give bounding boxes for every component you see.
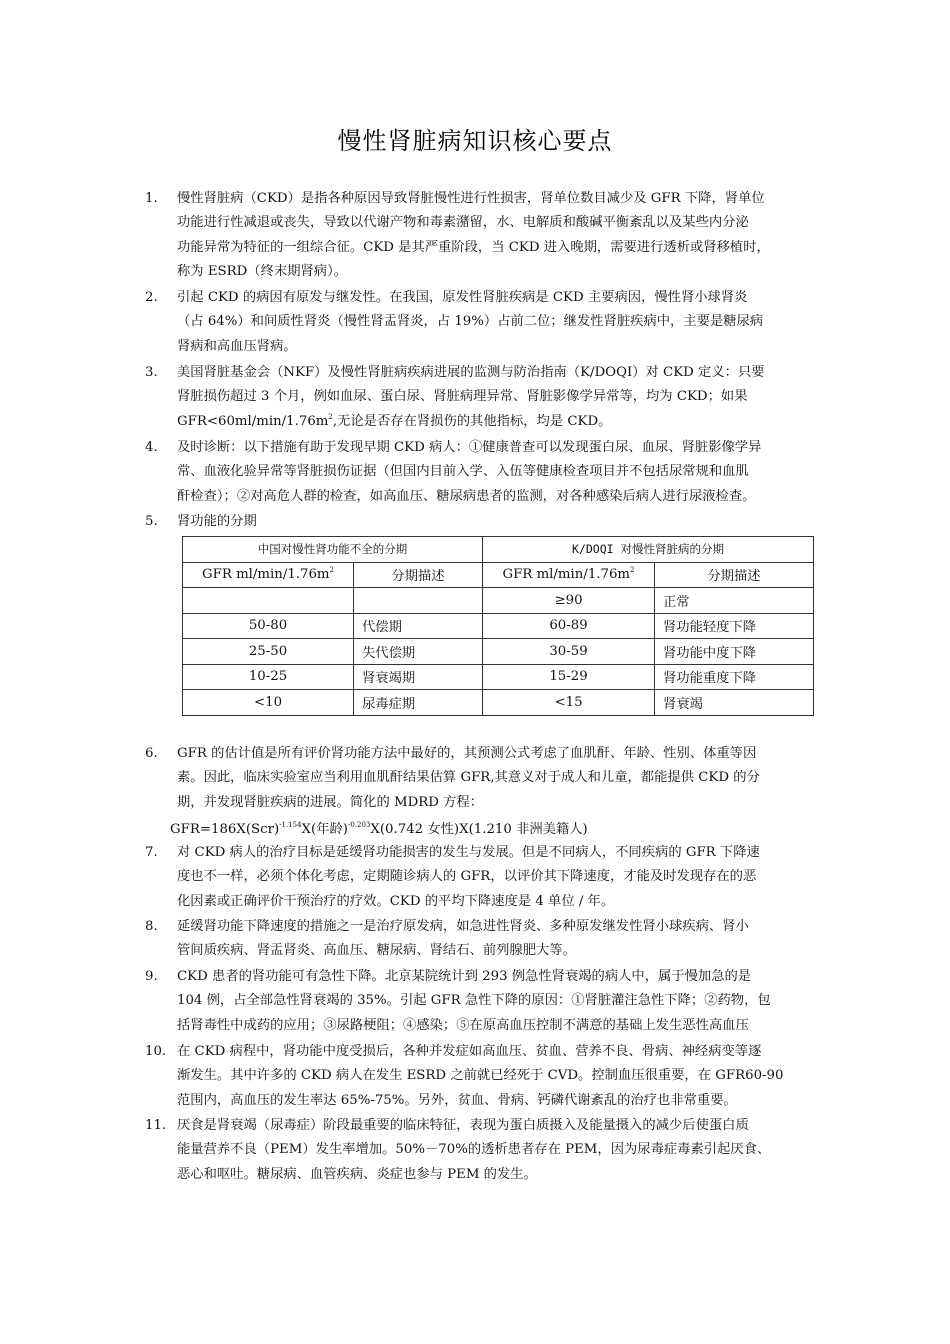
list-item — [145, 965, 810, 1038]
item-text-line: 度也不一样，必须个体化考虑，定期随诊病人的 GFR，以评价其下降速度，才能及时发现存在的恶 — [177, 869, 757, 885]
item-text-line: GFR 的估计值是所有评价肾功能方法中最好的，其预测公式考虑了血肌酐、年龄、性别、体重等因 — [177, 746, 757, 761]
table-row — [183, 690, 814, 716]
item-text-line: 期，并发现肾脏疾病的进展。简化的 MDRD 方程： — [177, 794, 484, 810]
item-text-line: $GFR<60ml/\min/1.76m^2$,无论是否存在肾损伤的其他指标，均是 CKD。 — [177, 412, 612, 429]
item-text-line: 化因素或正确评价干预治疗的疗效。CKD 的平均下降速度是 4 单位 / 年。 — [177, 893, 615, 909]
cell-cn-desc: 肾衰竭期 — [354, 664, 483, 690]
cell-k-gfr: 30-59 — [483, 639, 655, 665]
item-number: 3. — [145, 365, 158, 380]
item-number: 4. — [145, 440, 158, 455]
col-header-gfr: GFR $ml/\min/1.76m^2$ — [483, 562, 655, 588]
table-header-row — [183, 537, 814, 563]
table-row — [183, 639, 814, 665]
item-number: 2. — [145, 290, 158, 305]
kidney-staging-table — [182, 536, 814, 716]
table-row — [183, 588, 814, 614]
item-number: 7. — [145, 845, 158, 860]
item-text-line: CKD 患者的肾功能可有急性下降。北京某院统计到 293 例急性肾衰竭的病人中，属于慢加急的是 — [177, 969, 752, 984]
table-row — [183, 664, 814, 690]
col-header-desc: 分期描述 — [655, 562, 814, 588]
item-text-line: 括肾毒性中成药的应用；③尿路梗阻；④感染；⑤在原高血压控制不满意的基础上发生恶性高血压 — [177, 1017, 749, 1033]
item-text-line: 范围内，高血压的发生率达 65%-75%。另外，贫血、骨病、钙磷代谢紊乱的治疗也非常重要。 — [177, 1092, 737, 1108]
cell-k-gfr: <15 — [483, 690, 655, 716]
cell-k-gfr: 60-89 — [483, 613, 655, 639]
list-item — [145, 1114, 810, 1187]
mdrd-formula: GFR=186X(Scr)$^{-1.154}$X(年龄)$^{-0.203}$X(0.742 女性)X(1.210 非洲美籍人) — [170, 821, 588, 837]
cell-cn-gfr: 50-80 — [183, 613, 354, 639]
cell-cn-gfr: 10-25 — [183, 664, 354, 690]
item-text-line: 对 CKD 病人的治疗目标是延缓肾功能损害的发生与发展。但是不同病人，不同疾病的 GFR 下降速 — [177, 845, 760, 860]
list-item — [145, 742, 810, 815]
cell-k-gfr: 15-29 — [483, 664, 655, 690]
item-number: 5. — [145, 514, 158, 529]
cell-k-desc: 正常 — [655, 588, 814, 614]
cell-cn-gfr: 25-50 — [183, 639, 354, 665]
list-item — [145, 915, 810, 964]
cell-cn-desc: 尿毒症期 — [354, 690, 483, 716]
table-row — [183, 613, 814, 639]
list-item — [145, 286, 810, 359]
item-text-line: 常、血液化验异常等肾脏损伤证据（但国内目前入学、入伍等健康检查项目并不包括尿常规和血肌 — [177, 464, 749, 480]
item-text-line: 素。因此，临床实验室应当利用血肌酐结果估算 GFR,其意义对于成人和儿童，都能提供 CKD 的分 — [177, 770, 760, 786]
list-item — [145, 361, 810, 434]
cell-k-desc: 肾功能轻度下降 — [655, 613, 814, 639]
list-item — [145, 1040, 810, 1113]
item-text-line: 美国肾脏基金会（NKF）及慢性肾脏病疾病进展的监测与防治指南（K/DOQI）对 CKD 定义：只要 — [177, 365, 765, 380]
cell-k-desc: 肾功能中度下降 — [655, 639, 814, 665]
cell-cn-gfr: <10 — [183, 690, 354, 716]
item-text-line: 酐检查）；②对高危人群的检查，如高血压、糖尿病患者的监测，对各种感染后病人进行尿液检查。 — [177, 488, 756, 504]
item-text-line: 能量营养不良（PEM）发生率增加。50%－70%的透析患者存在 PEM，因为尿毒症毒素引起厌食、 — [177, 1142, 771, 1158]
item-text-line: 慢性肾脏病（CKD）是指各种原因导致肾脏慢性进行性损害，肾单位数目减少及 GFR 下降，肾单位 — [177, 191, 765, 206]
table-header-china: 中国对慢性肾功能不全的分期 — [183, 537, 483, 563]
item-number: 1. — [145, 191, 158, 206]
item-text-line: 厌食是肾衰竭（尿毒症）阶段最重要的临床特征，表现为蛋白质摄入及能量摄入的减少后使蛋白质 — [177, 1118, 749, 1133]
cell-k-gfr: ≥90 — [483, 588, 655, 614]
item-number: 11. — [145, 1118, 167, 1133]
list-item — [145, 841, 810, 914]
page-title: 慢性肾脏病知识核心要点 — [337, 127, 613, 155]
table-header-kdoqi: K/DOQI 对慢性肾脏病的分期 — [483, 537, 814, 563]
item-text-line: 肾病和高血压肾病。 — [177, 338, 297, 354]
item-text-line: 在 CKD 病程中，肾功能中度受损后，各种并发症如高血压、贫血、营养不良、骨病、神经病变等逐 — [177, 1044, 762, 1059]
item-text-line: （占 64%）和间质性肾炎（慢性肾盂肾炎，占 19%）占前二位；继发性肾脏疾病中，主要是糖尿病 — [177, 314, 764, 330]
item-number: 8. — [145, 919, 158, 934]
cell-k-desc: 肾功能重度下降 — [655, 664, 814, 690]
cell-cn-desc: 失代偿期 — [354, 639, 483, 665]
item-text-line: 管间质疾病、肾盂肾炎、高血压、糖尿病、肾结石、前列腺肥大等。 — [177, 943, 576, 959]
cell-cn-gfr — [183, 588, 354, 614]
item-number: 10. — [145, 1044, 167, 1059]
col-header-gfr: GFR $ml/\min/1.76m^2$ — [183, 562, 354, 588]
item-number: 6. — [145, 746, 158, 761]
item-text-line: 104 例，占全部急性肾衰竭的 35%。引起 GFR 急性下降的原因：①肾脏灌注急性下降；②药物，包 — [177, 993, 771, 1009]
list-item — [145, 187, 810, 285]
item-number: 9. — [145, 969, 158, 984]
list-item — [145, 510, 810, 534]
cell-k-desc: 肾衰竭 — [655, 690, 814, 716]
item-text-line: 功能进行性减退或丧失，导致以代谢产物和毒素潴留，水、电解质和酸碱平衡紊乱以及某些内分泌 — [177, 215, 749, 231]
item-text-line: 及时诊断：以下措施有助于发现早期 CKD 病人：①健康普查可以发现蛋白尿、血尿、肾脏影像学异 — [177, 440, 762, 455]
cell-cn-desc — [354, 588, 483, 614]
item-text-line: 肾脏损伤超过 3 个月，例如血尿、蛋白尿、肾脏病理异常、肾脏影像学异常等，均为 CKD；如果 — [177, 389, 748, 405]
cell-cn-desc: 代偿期 — [354, 613, 483, 639]
item-text-line: 功能异常为特征的一组综合征。CKD 是其严重阶段，当 CKD 进入晚期，需要进行透析或肾移植时， — [177, 239, 770, 255]
item-text-line: 称为 ESRD（终末期肾病）。 — [177, 264, 348, 280]
col-header-desc: 分期描述 — [354, 562, 483, 588]
item-text-line: 渐发生。其中许多的 CKD 病人在发生 ESRD 之前就已经死于 CVD。控制血压很重要，在 GFR60-90 — [177, 1068, 784, 1084]
table-subheader-row — [183, 562, 814, 588]
list-item — [145, 436, 810, 509]
item-text-line: 肾功能的分期 — [177, 514, 257, 529]
item-text-line: 引起 CKD 的病因有原发与继发性。在我国，原发性肾脏疾病是 CKD 主要病因，慢性肾小球肾炎 — [177, 290, 748, 305]
item-text-line: 延缓肾功能下降速度的措施之一是治疗原发病，如急进性肾炎、多种原发继发性肾小球疾病、肾小 — [177, 919, 749, 934]
item-text-line: 恶心和呕吐。糖尿病、血管疾病、炎症也参与 PEM 的发生。 — [177, 1166, 537, 1182]
